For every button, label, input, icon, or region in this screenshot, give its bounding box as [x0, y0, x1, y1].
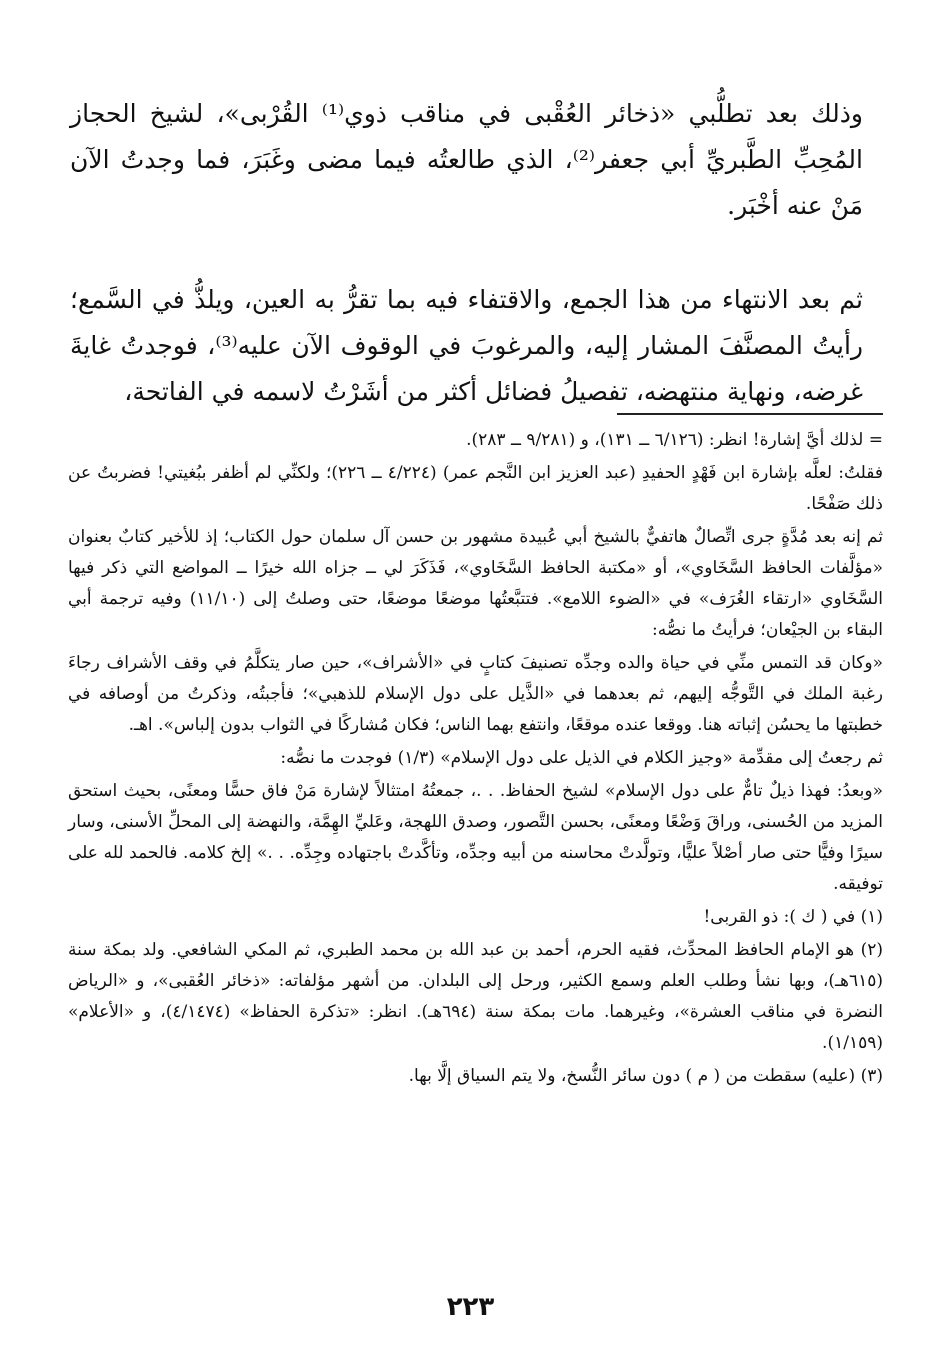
footnote-paragraph-wajiz: ثم رجعتُ إلى مقدِّمة «وجيز الكلام في الذيل على دول الإسلام» (١/٣) فوجدت ما نصُّه: [280, 748, 883, 768]
footnote-paragraph-phone-call: ثم إنه بعد مُدَّةٍ جرى اتِّصالٌ هاتفيٌّ بالشيخ أبي عُبيدة مشهور بن حسن آل سلمان حول الكتاب؛ إذ للأخير كتابٌ بعنوان «مؤلَّفات الحافظ السَّخَاوي»، أو «مكتبة الحافظ السَّخَاوي»، فَذَكَرَ لي ــ جزاه الله خيرًا ــ المواضع التي ذكر فيها السَّخَاوي «ارتقاء الغُرَف» في «الضوء اللامع». فتتبَّعتُها موضعًا موضعًا، حتى وصلتُ إلى (١١/١٠) وفيه ترجمة أبي البقاء بن الجيْعان؛ فرأيتُ ما نصُّه: [68, 527, 883, 640]
footnote-quote-daw: «وكان قد التمس منِّي في حياة والده وجدِّه تصنيفَ كتابٍ في «الأشراف»، حين صار يتكلَّمُ في وقف الأشراف رجاءَ رغبة الملك في التَّوجُّه إليهم، ثم بعدهما في «الذَّيل على دول الإسلام للذهبي»؛ فأجبتُه، وذكرتُ من أوصافه في خطبتها ما يحسُن إثباته هنا. ووقعا عنده موقعًا، وانتفع بهما الناس؛ فكان مُشاركًا في الثواب بدون إلباس». اهـ. [68, 653, 883, 735]
footnote-quote-wajiz: «وبعدُ: فهذا ذيلٌ تامٌّ على دول الإسلام» لشيخ الحفاظ. . .، جمعتُهُ امتثالاً لإشارة مَنْ فاق حسًّا ومعنًى، بحيث استحق المزيد من الحُسنى، وراقَ وَضْعًا ومعنًى، بحسن التَّصور، وصدق اللهجة، وعَليِّ الهِمَّة، والنهضة إلى المحلِّ الأسنى، وسار سيرًا وفيًّا حتى صار أصْلاً عليًّا، وتولَّدتْ محاسنه من أبيه وجدِّه، وتأكَّدتْ باجتهاده وجِدِّه. . .» إلخ كلامه. فالحمد لله على توفيقه. [68, 781, 883, 894]
footnote-2: (٢) هو الإمام الحافظ المحدِّث، فقيه الحرم، أحمد بن عبد الله بن محمد الطبري، ثم المكي الشافعي. ولد بمكة سنة (٦١٥هـ)، وبها نشأ وطلب العلم وسمع الكثير، ورحل إلى البلدان. من أشهر مؤلفاته: «ذخائر العُقبى»، و «الرياض النضرة في مناقب العشرة»، وغيرهما. مات بمكة سنة (٦٩٤هـ). انظر: «تذكرة الحفاظ» (٤/١٤٧٤)، و «الأعلام» (١/١٥٩). [68, 940, 884, 1053]
footnote-3: (٣) (عليه) سقطت من ( م ) دون سائر النُّسخ، ولا يتم السياق إلَّا بها. [408, 1066, 883, 1086]
footnote-separator [617, 413, 883, 415]
main-paragraph-1: وذلك بعد تطلُّبي «ذخائر العُقْبى في مناقب ذوي⁽¹⁾ القُرْبى»، لشيخ الحجاز المُحِبِّ الطَّبريِّ أبي جعفر⁽²⁾، الذي طالعتُه فيما مضى وغَبَرَ، فما وجدتُ الآن مَنْ عنه أخْبَر. [70, 99, 863, 220]
footnotes-block [68, 425, 883, 1094]
page-number: ٢٢٣ [446, 1292, 495, 1322]
footnote-paragraph-qultu: فقلتُ: لعلَّه بإشارة ابن فَهْدٍ الحفيدِ (عبد العزيز ابن النَّجم عمر) (٤/٢٢٤ ــ ٢٢٦)؛ ولكنِّي لم أظفر ببُغيتي! فضربتُ عن ذلك صَفْحًا. [68, 463, 883, 514]
footnote-1: (١) في ( ك ): ذو القربى! [703, 907, 883, 927]
main-paragraph-2: ثم بعد الانتهاء من هذا الجمع، والاقتفاء فيه بما تقرُّ به العين، ويلذُّ في السَّمع؛ رأيتُ المصنَّفَ المشار إليه، والمرغوبَ في الوقوف الآن عليه⁽³⁾، فوجدتُ غايةَ غرضه، ونهاية منتهضه، تفصيلُ فضائل أكثر من أشَرْتُ لاسمه في الفاتحة، [70, 285, 863, 406]
footnote-continuation: = لذلك أيَّ إشارة! انظر: (٦/١٢٦ ــ ١٣١)، و (٩/٢٨١ ــ ٢٨٣). [466, 430, 883, 450]
